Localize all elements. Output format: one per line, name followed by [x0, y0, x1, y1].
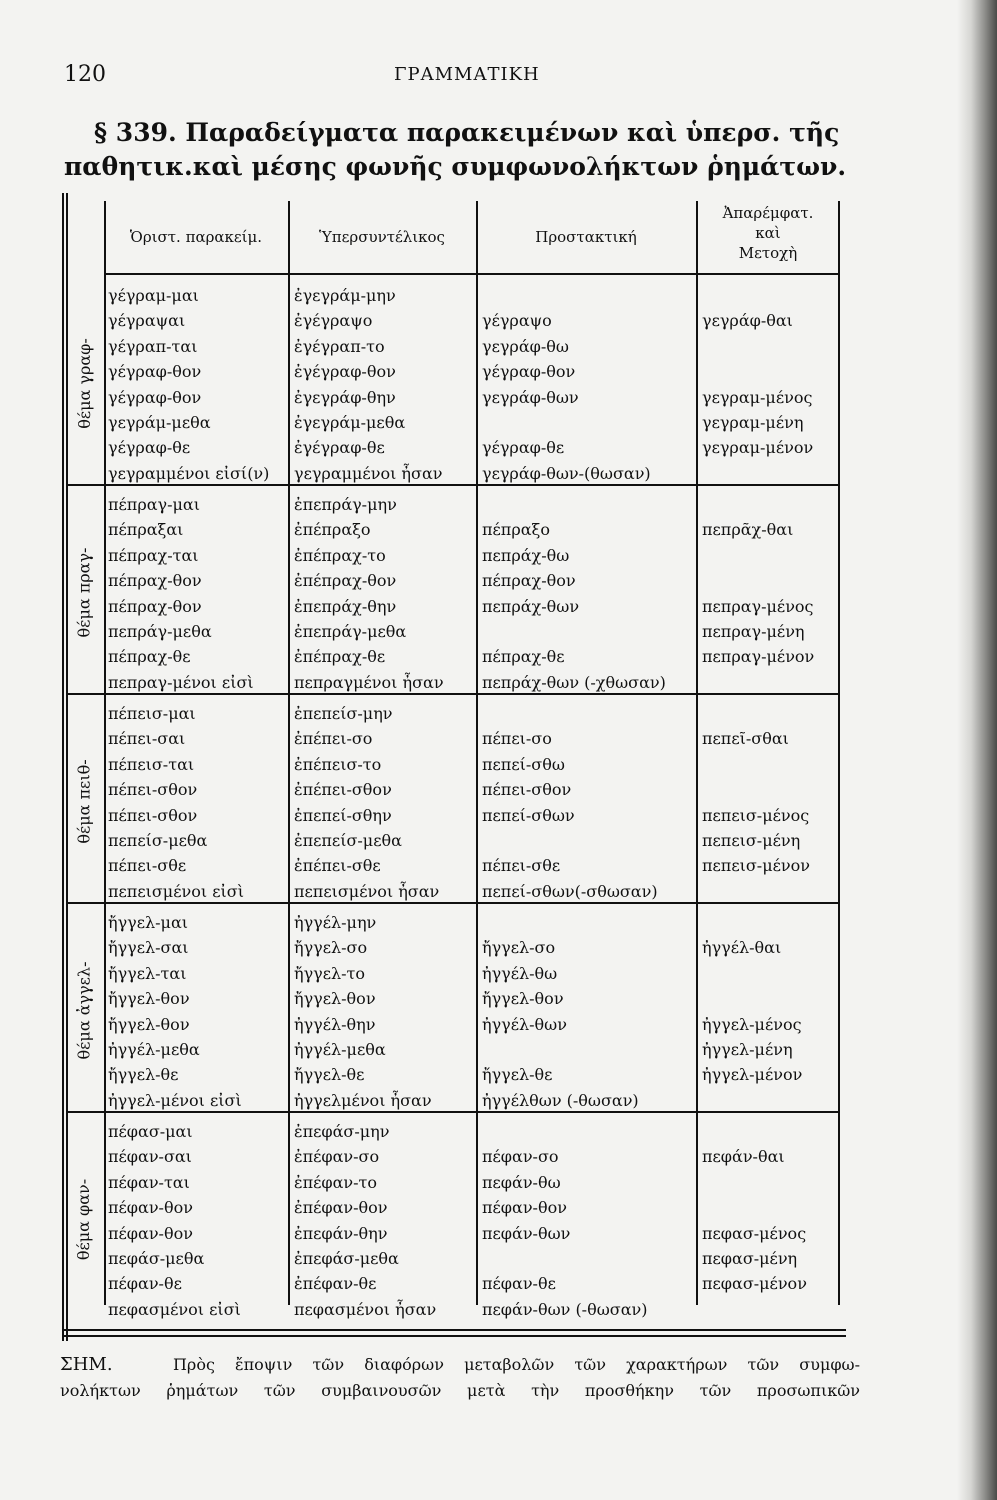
- pluperfect-form: πεφασμένοι ἦσαν: [294, 1299, 437, 1319]
- perfect-form: πέπει-σαι: [108, 729, 186, 749]
- pluperfect-form: ἐπέπει-σο: [294, 729, 373, 749]
- perfect-form: ἤγγελ-μαι: [108, 913, 189, 932]
- perfect-form: πέπραχ-θε: [108, 647, 191, 667]
- imperative-form: γέγραφ-θον: [482, 362, 576, 382]
- perfect-form: ἠγγελ-μένοι εἰσὶ: [108, 1090, 242, 1110]
- pluperfect-form: ἐπέφαν-θε: [294, 1274, 377, 1294]
- pluperfect-form: γεγραμμένοι ἦσαν: [294, 463, 443, 483]
- perfect-form: πέπει-σθον: [108, 805, 198, 825]
- pluperfect-form: ἐγέγραπ-το: [294, 336, 385, 356]
- running-title: ΓΡΑΜΜΑΤΙΚΗ: [394, 64, 540, 85]
- participle-form: πεφασ-μένη: [702, 1249, 798, 1268]
- imperative-form: ἤγγελ-θε: [482, 1065, 553, 1085]
- stem-label: [64, 281, 104, 485]
- imperative-form: πεπεί-σθων(-σθωσαν): [482, 881, 658, 901]
- perfect-form: πέφασ-μαι: [108, 1122, 193, 1141]
- participle-form: πεπεισ-μένον: [702, 856, 810, 876]
- footnote-line-1: [60, 1352, 860, 1378]
- pluperfect-form: ἐπεπράγ-μεθα: [294, 622, 407, 641]
- pluperfect-form: ἐπεφάσ-μην: [294, 1122, 390, 1141]
- stem-block: [62, 699, 846, 903]
- perfect-form: ἤγγελ-θον: [108, 1014, 190, 1034]
- pluperfect-form: ἤγγελ-θον: [294, 989, 376, 1009]
- pluperfect-form: ἐπεπείσ-μεθα: [294, 831, 402, 850]
- imperative-form: πεφάν-θων (-θωσαν): [482, 1299, 648, 1319]
- participle-form: πεφασ-μένος: [702, 1223, 807, 1243]
- pluperfect-form: ἐπέπει-σθε: [294, 856, 381, 876]
- participle-form: γεγραμ-μένος: [702, 387, 813, 407]
- participle-form: γεγραμ-μένη: [702, 413, 804, 432]
- pluperfect-form: πεπραγμένοι ἦσαν: [294, 672, 444, 692]
- header-infinitive-line-1: Ἀπαρέμφατ.: [722, 204, 814, 222]
- imperative-form: πέπει-σθον: [482, 780, 572, 800]
- pluperfect-form: ἠγγελμένοι ἦσαν: [294, 1090, 432, 1110]
- perfect-form: πέφαν-θον: [108, 1223, 193, 1243]
- imperative-form: πεφάν-θων: [482, 1223, 571, 1243]
- perfect-form: πεπεισμένοι εἰσὶ: [108, 881, 244, 901]
- imperative-form: πεπράχ-θω: [482, 545, 570, 565]
- perfect-form: πέφαν-ται: [108, 1172, 190, 1192]
- participle-form: πεπραγ-μένος: [702, 596, 814, 616]
- participle-form: πεπεῖ-σθαι: [702, 729, 789, 749]
- perfect-form: πέπραγ-μαι: [108, 495, 200, 514]
- pluperfect-form: ἤγγελ-θε: [294, 1065, 365, 1085]
- perfect-form: γεγράμ-μεθα: [108, 413, 211, 432]
- participle-form: ἠγγέλ-θαι: [702, 938, 782, 958]
- imperative-form: πέφαν-θε: [482, 1274, 556, 1294]
- perfect-form: γέγραψαι: [108, 311, 186, 331]
- perfect-form: γέγραπ-ται: [108, 336, 198, 356]
- pluperfect-form: ἐπέπεισ-το: [294, 754, 382, 774]
- pluperfect-form: ἐγέγραψο: [294, 311, 373, 331]
- section-symbol: §: [94, 118, 108, 147]
- imperative-form: γεγράφ-θω: [482, 336, 569, 356]
- perfect-form: πέφαν-θον: [108, 1198, 193, 1218]
- participle-form: ἠγγελ-μένος: [702, 1014, 802, 1034]
- imperative-form: γεγράφ-θων-(θωσαν): [482, 463, 651, 483]
- perfect-form: γέγραφ-θον: [108, 387, 202, 407]
- conjugation-table: [62, 193, 846, 1341]
- header-perfect: Ὁριστ. παρακείμ.: [129, 228, 263, 246]
- header-underline: [104, 273, 840, 275]
- imperative-form: γεγράφ-θων: [482, 387, 579, 407]
- perfect-form: πεπραγ-μένοι εἰσὶ: [108, 672, 254, 692]
- imperative-form: πέπει-σο: [482, 729, 552, 749]
- perfect-form: πέφαν-θε: [108, 1274, 182, 1294]
- footnote: [60, 1352, 860, 1404]
- footnote-text-1: Πρὸς ἔποψιν τῶν διαφόρων μεταβολῶν τῶν χαρακτήρων τῶν συμφω-: [172, 1355, 860, 1374]
- perfect-form: ἤγγελ-θον: [108, 989, 190, 1009]
- imperative-form: ἠγγέλθων (-θωσαν): [482, 1090, 639, 1110]
- stem-label: [64, 1117, 104, 1321]
- participle-form: γεγραμ-μένον: [702, 438, 814, 458]
- imperative-form: πεπράχ-θων: [482, 596, 580, 616]
- pluperfect-form: ἐγέγραφ-θον: [294, 362, 396, 382]
- footnote-line-2: νολήκτων ῥημάτων τῶν συμβαινουσῶν μετὰ τὴν προσθήκην τῶν προσωπικῶν: [60, 1381, 860, 1400]
- imperative-form: ἠγγέλ-θων: [482, 1014, 567, 1034]
- pluperfect-form: ἠγγέλ-θην: [294, 1014, 376, 1034]
- perfect-form: γεγραμμένοι εἰσί(ν): [108, 463, 270, 483]
- stem-label: [64, 908, 104, 1112]
- perfect-form: ἤγγελ-σαι: [108, 938, 189, 958]
- pluperfect-form: ἤγγελ-το: [294, 963, 366, 983]
- participle-form: πεπραγ-μένη: [702, 622, 805, 641]
- participle-form: πεφάν-θαι: [702, 1147, 785, 1167]
- perfect-form: πέπραχ-θον: [108, 571, 202, 591]
- perfect-form: πεφάσ-μεθα: [108, 1249, 205, 1268]
- pluperfect-form: ἐγεγράφ-θην: [294, 387, 396, 407]
- header-infinitive-line-2: καὶ: [755, 224, 781, 242]
- stem-label-text: θέμα γραφ-: [74, 337, 94, 429]
- imperative-form: ἤγγελ-θον: [482, 989, 564, 1009]
- pluperfect-form: πεπεισμένοι ἦσαν: [294, 881, 440, 901]
- header-imperative: Προστακτική: [535, 228, 637, 246]
- imperative-form: πέπραχ-θε: [482, 647, 565, 667]
- pluperfect-form: ἐπεπείσ-μην: [294, 704, 393, 723]
- participle-form: γεγράφ-θαι: [702, 311, 793, 331]
- participle-form: πεφασ-μένον: [702, 1274, 807, 1294]
- pluperfect-form: ἐγέγραφ-θε: [294, 438, 385, 458]
- imperative-form: ἤγγελ-σο: [482, 938, 556, 958]
- perfect-form: πέπεισ-μαι: [108, 704, 196, 723]
- participle-form: πεπρᾶχ-θαι: [702, 520, 794, 540]
- pluperfect-form: ἐπεπράγ-μην: [294, 495, 397, 514]
- section-heading-line-1: [64, 116, 854, 150]
- stem-block: [62, 1117, 846, 1321]
- pluperfect-form: ἐπεφάν-θην: [294, 1223, 388, 1243]
- imperative-form: πέπραχ-θον: [482, 571, 576, 591]
- pluperfect-form: ἠγγέλ-μεθα: [294, 1040, 386, 1059]
- participle-form: πεπεισ-μένος: [702, 805, 810, 825]
- imperative-form: πεπεί-σθω: [482, 754, 565, 774]
- section-heading: [64, 116, 854, 184]
- pluperfect-form: ἠγγέλ-μην: [294, 913, 377, 932]
- stem-label-text: θέμα ἀγγελ-: [74, 961, 94, 1059]
- section-title-line-1: 339. Παραδείγματα παρακειμένων καὶ ὑπερσ. τῆς: [115, 118, 840, 147]
- page-edge-shadow: [957, 0, 997, 1500]
- stem-label: [64, 699, 104, 903]
- perfect-form: πέπει-σθον: [108, 780, 198, 800]
- imperative-form: γέγραψο: [482, 311, 552, 331]
- pluperfect-form: ἐπέφαν-σο: [294, 1147, 380, 1167]
- perfect-form: πέπεισ-ται: [108, 754, 195, 774]
- footnote-label: ΣΗΜ.: [60, 1354, 113, 1375]
- table-bottom-rule: [62, 1329, 846, 1331]
- participle-form: ἠγγελ-μένη: [702, 1040, 793, 1059]
- pluperfect-form: ἐπέπει-σθον: [294, 780, 392, 800]
- stem-label-text: θέμα φαν-: [74, 1178, 94, 1260]
- pluperfect-form: ἐπεφάσ-μεθα: [294, 1249, 399, 1268]
- running-header: [64, 62, 864, 92]
- stem-block: [62, 281, 846, 485]
- imperative-form: πέφαν-θον: [482, 1198, 567, 1218]
- perfect-form: πέπραχ-ται: [108, 545, 199, 565]
- imperative-form: πέπει-σθε: [482, 856, 561, 876]
- pluperfect-form: ἐπέπραξο: [294, 520, 371, 540]
- perfect-form: πέπραχ-θον: [108, 596, 202, 616]
- participle-form: πεπεισ-μένη: [702, 831, 801, 850]
- stem-block: [62, 490, 846, 694]
- imperative-form: πεφάν-θω: [482, 1172, 561, 1192]
- imperative-form: γέγραφ-θε: [482, 438, 565, 458]
- stem-label: [64, 490, 104, 694]
- imperative-form: πεπεί-σθων: [482, 805, 575, 825]
- pluperfect-form: ἐγεγράμ-μην: [294, 286, 396, 305]
- perfect-form: ἤγγελ-ται: [108, 963, 187, 983]
- perfect-form: ἠγγέλ-μεθα: [108, 1040, 200, 1059]
- imperative-form: πέφαν-σο: [482, 1147, 559, 1167]
- header-pluperfect: Ὑπερσυντέλικος: [319, 228, 445, 246]
- perfect-form: πεπείσ-μεθα: [108, 831, 208, 850]
- imperative-form: ἠγγέλ-θω: [482, 963, 558, 983]
- participle-form: πεπραγ-μένον: [702, 647, 815, 667]
- pluperfect-form: ἐγεγράμ-μεθα: [294, 413, 406, 432]
- perfect-form: ἤγγελ-θε: [108, 1065, 179, 1085]
- pluperfect-form: ἐπεπράχ-θην: [294, 596, 397, 616]
- pluperfect-form: ἤγγελ-σο: [294, 938, 368, 958]
- imperative-form: πέπραξο: [482, 520, 550, 540]
- page-number: 120: [64, 62, 106, 87]
- perfect-form: γέγραφ-θε: [108, 438, 191, 458]
- pluperfect-form: ἐπέφαν-το: [294, 1172, 378, 1192]
- imperative-form: πεπράχ-θων (-χθωσαν): [482, 672, 666, 692]
- perfect-form: πέπραξαι: [108, 520, 184, 540]
- pluperfect-form: ἐπέπραχ-το: [294, 545, 386, 565]
- header-infinitive-participle: [698, 203, 838, 263]
- section-title-line-2: παθητικ.καὶ μέσης φωνῆς συμφωνολήκτων ῥημάτων.: [64, 152, 847, 181]
- perfect-form: γέγραμ-μαι: [108, 286, 199, 305]
- perfect-form: πέφαν-σαι: [108, 1147, 192, 1167]
- perfect-form: πέπει-σθε: [108, 856, 187, 876]
- participle-form: ἠγγελ-μένον: [702, 1065, 803, 1085]
- stem-block: [62, 908, 846, 1112]
- pluperfect-form: ἐπέπραχ-θον: [294, 571, 397, 591]
- pluperfect-form: ἐπεπεί-σθην: [294, 805, 392, 825]
- pluperfect-form: ἐπέπραχ-θε: [294, 647, 386, 667]
- stem-label-text: θέμα πραγ-: [74, 547, 94, 637]
- perfect-form: γέγραφ-θον: [108, 362, 202, 382]
- perfect-form: πεφασμένοι εἰσὶ: [108, 1299, 241, 1319]
- perfect-form: πεπράγ-μεθα: [108, 622, 212, 641]
- header-infinitive-line-3: Μετοχὴ: [738, 244, 798, 262]
- table-bottom-rule-2: [62, 1335, 846, 1337]
- stem-label-text: θέμα πειθ-: [74, 758, 94, 844]
- pluperfect-form: ἐπέφαν-θον: [294, 1198, 388, 1218]
